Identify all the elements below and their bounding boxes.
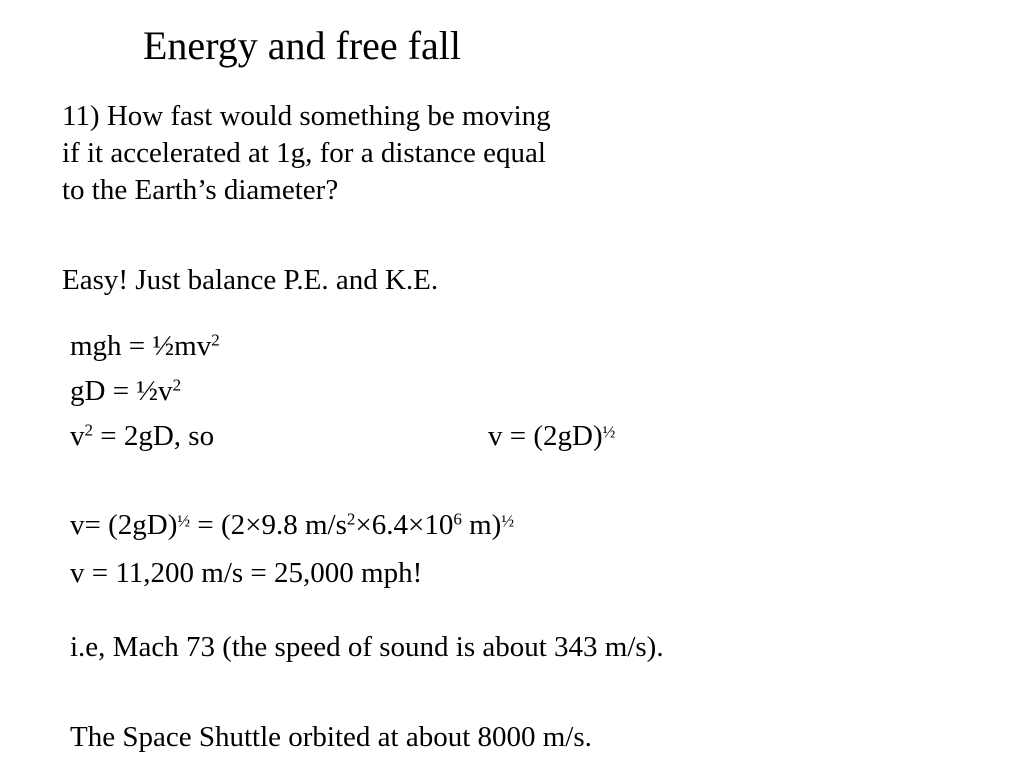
half-exponent: ½ — [602, 422, 616, 442]
note-shuttle: The Space Shuttle orbited at about 8000 m/s. — [70, 721, 592, 753]
equation-numeric — [70, 507, 514, 543]
equation-simplified — [70, 373, 181, 409]
exponent: 2 — [346, 509, 356, 529]
equation-text: = 2gD, so — [93, 420, 215, 452]
equation-text: ×6.4×10 — [355, 509, 454, 541]
intro-text: Easy! Just balance P.E. and K.E. — [62, 264, 439, 296]
question-line-3: to the Earth’s diameter? — [62, 174, 339, 206]
equation-result: v = 11,200 m/s = 25,000 mph! — [70, 557, 423, 589]
note-mach: i.e, Mach 73 (the speed of sound is about 343 m/s). — [70, 631, 664, 663]
exponent: 2 — [84, 420, 93, 440]
question-line-2: if it accelerated at 1g, for a distance equal — [62, 137, 546, 169]
question-block — [62, 98, 551, 209]
equation-text: v — [70, 420, 85, 452]
question-line-1: 11) How fast would something be moving — [62, 100, 551, 132]
half-exponent: ½ — [177, 511, 191, 531]
equation-energy-balance — [70, 328, 220, 364]
exponent: 6 — [453, 509, 462, 529]
exponent: 2 — [172, 375, 182, 395]
equation-text: mgh = ½mv — [70, 330, 212, 362]
equation-text: v= (2gD) — [70, 509, 178, 541]
equation-text: m) — [461, 509, 502, 541]
equation-text: = (2×9.8 m/s — [190, 509, 347, 541]
half-exponent: ½ — [501, 511, 515, 531]
equation-v-solution — [488, 418, 615, 454]
slide-title: Energy and free fall — [143, 23, 461, 68]
equation-text: gD = ½v — [70, 375, 173, 407]
exponent: 2 — [211, 330, 220, 350]
equation-text: v = (2gD) — [488, 420, 603, 452]
equation-v-squared — [70, 418, 214, 454]
